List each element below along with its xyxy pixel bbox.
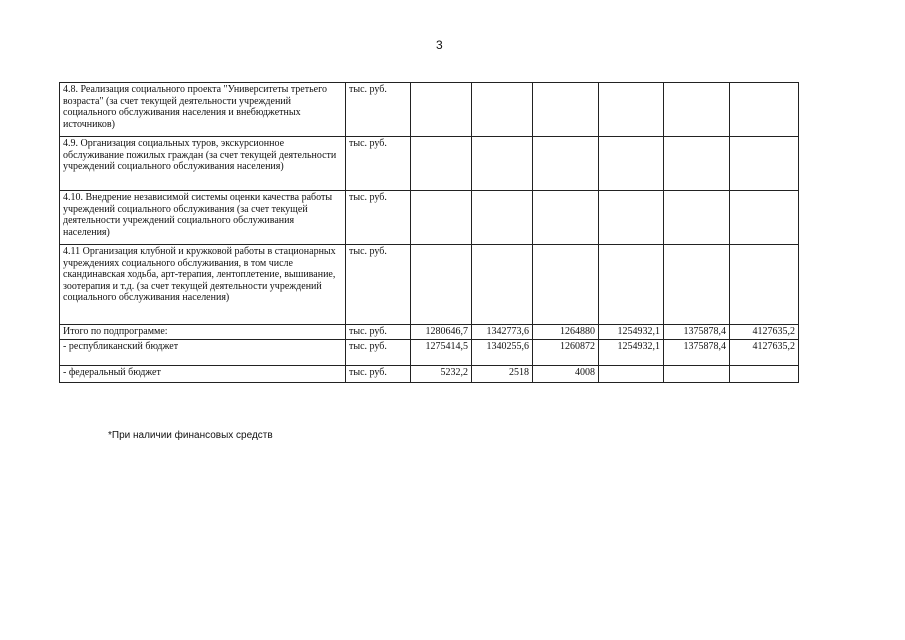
value-cell: 5232,2 xyxy=(411,366,472,383)
value-cell: 1340255,6 xyxy=(472,340,533,366)
row-name-cell: 4.11 Организация клубной и кружковой работы в стационарных учреждениях социального обслуживания, в том числе скандинавская ходьба, арт-терапия, лентоплетение, вышивание, зоотерапия и т.д. (за счет текущей деятельности учреждений социального обслуживания населения) xyxy=(60,245,346,325)
unit-cell: тыс. руб. xyxy=(346,245,411,325)
unit-cell: тыс. руб. xyxy=(346,191,411,245)
value-cell xyxy=(730,83,799,137)
value-cell xyxy=(730,137,799,191)
value-cell xyxy=(599,366,664,383)
page-number: 3 xyxy=(436,38,443,52)
value-cell xyxy=(411,245,472,325)
row-name-cell: - республиканский бюджет xyxy=(60,340,346,366)
value-cell xyxy=(533,137,599,191)
table-row xyxy=(60,245,799,325)
table-row-republican-budget xyxy=(60,340,799,366)
value-cell xyxy=(664,245,730,325)
unit-cell: тыс. руб. xyxy=(346,366,411,383)
value-cell xyxy=(472,83,533,137)
value-cell xyxy=(664,191,730,245)
value-cell xyxy=(472,245,533,325)
value-cell: 1342773,6 xyxy=(472,325,533,340)
row-name-cell: - федеральный бюджет xyxy=(60,366,346,383)
budget-table xyxy=(59,82,799,383)
value-cell xyxy=(411,83,472,137)
value-cell: 1254932,1 xyxy=(599,340,664,366)
value-cell: 1275414,5 xyxy=(411,340,472,366)
footnote: *При наличии финансовых средств xyxy=(108,430,273,441)
value-cell xyxy=(599,191,664,245)
unit-cell: тыс. руб. xyxy=(346,137,411,191)
table-row-total xyxy=(60,325,799,340)
table-row xyxy=(60,137,799,191)
row-name-cell: 4.10. Внедрение независимой системы оценки качества работы учреждений социального обслуживания (за счет текущей деятельности учреждений социального обслуживания населения) xyxy=(60,191,346,245)
value-cell xyxy=(533,83,599,137)
value-cell xyxy=(472,191,533,245)
value-cell: 1254932,1 xyxy=(599,325,664,340)
value-cell: 1264880 xyxy=(533,325,599,340)
row-name-cell: 4.9. Организация социальных туров, экскурсионное обслуживание пожилых граждан (за счет текущей деятельности учреждений социального обслуживания населения) xyxy=(60,137,346,191)
table-row-federal-budget xyxy=(60,366,799,383)
value-cell: 1375878,4 xyxy=(664,325,730,340)
value-cell xyxy=(599,83,664,137)
table-row xyxy=(60,83,799,137)
row-name-cell: 4.8. Реализация социального проекта "Университеты третьего возраста" (за счет текущей деятельности учреждений социального обслуживания населения и внебюджетных источников) xyxy=(60,83,346,137)
unit-cell: тыс. руб. xyxy=(346,325,411,340)
value-cell: 2518 xyxy=(472,366,533,383)
value-cell: 4008 xyxy=(533,366,599,383)
value-cell: 1280646,7 xyxy=(411,325,472,340)
value-cell xyxy=(533,245,599,325)
value-cell xyxy=(664,83,730,137)
unit-cell: тыс. руб. xyxy=(346,83,411,137)
value-cell: 4127635,2 xyxy=(730,325,799,340)
value-cell xyxy=(730,366,799,383)
value-cell: 4127635,2 xyxy=(730,340,799,366)
value-cell xyxy=(411,191,472,245)
row-name-cell: Итого по подпрограмме: xyxy=(60,325,346,340)
value-cell xyxy=(533,191,599,245)
value-cell xyxy=(472,137,533,191)
value-cell xyxy=(599,245,664,325)
table-row xyxy=(60,191,799,245)
value-cell xyxy=(664,137,730,191)
value-cell xyxy=(664,366,730,383)
value-cell xyxy=(730,245,799,325)
value-cell xyxy=(599,137,664,191)
value-cell xyxy=(730,191,799,245)
value-cell: 1260872 xyxy=(533,340,599,366)
value-cell: 1375878,4 xyxy=(664,340,730,366)
value-cell xyxy=(411,137,472,191)
unit-cell: тыс. руб. xyxy=(346,340,411,366)
